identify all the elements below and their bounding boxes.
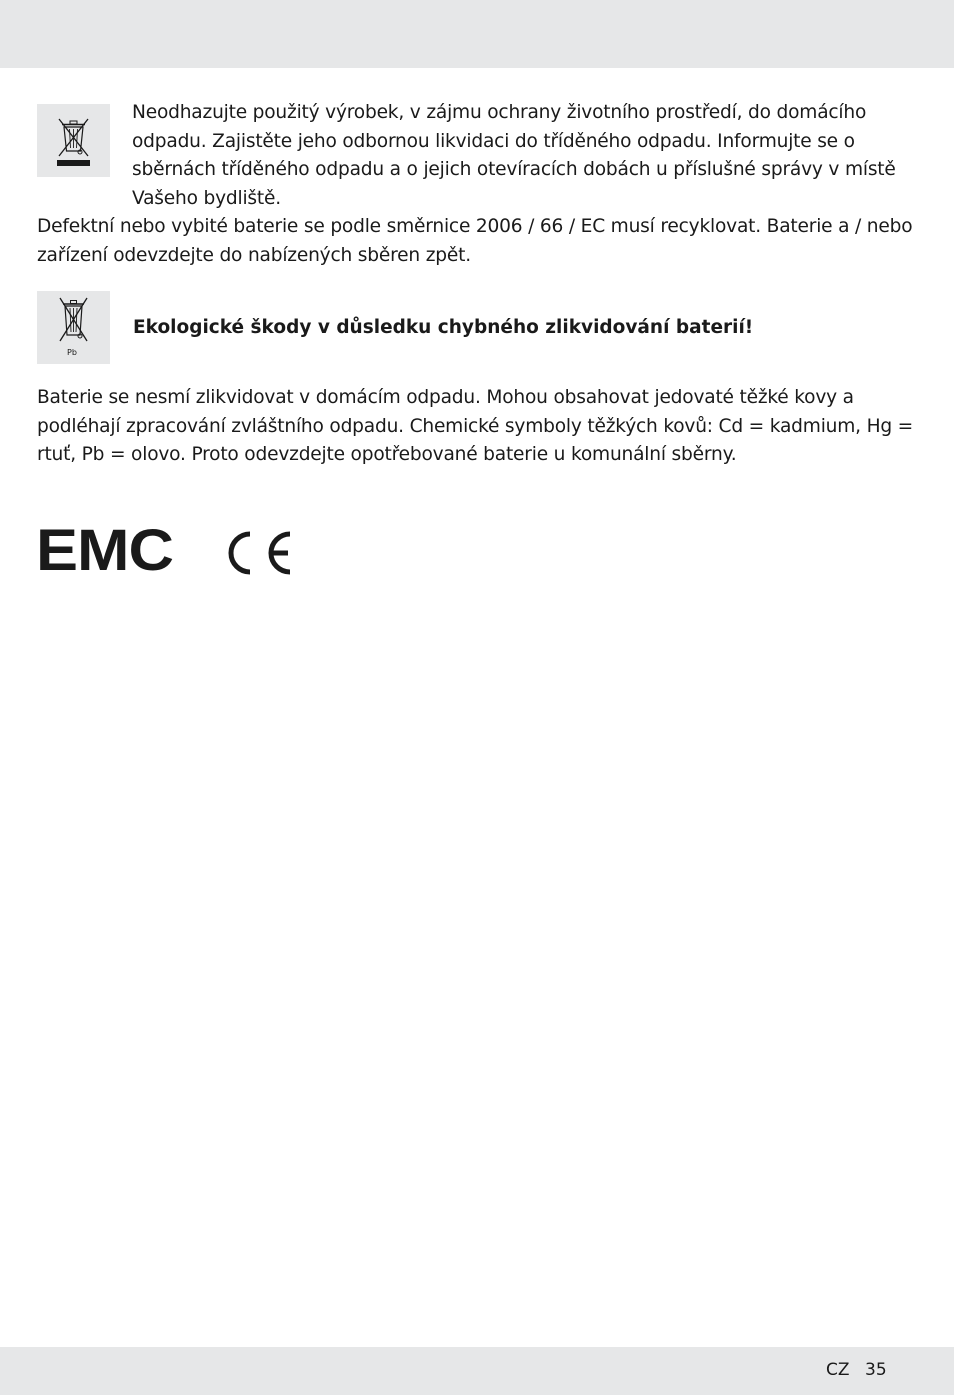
product-disposal-text: Neodhazujte použitý výrobek, v zájmu ochrany životního prostředí, do domácího odpadu. Zajistěte jeho odbornou likvidaci do tříděného odpadu. Informujte se o sběrnách tříděného odpadu a o jejich otevíracích dobách u příslušné správy v místě Vašeho bydliště. — [132, 102, 896, 209]
weee-bin-icon — [37, 104, 110, 177]
emc-logo: EMC — [36, 518, 173, 584]
header-band — [0, 0, 954, 68]
heavy-metals-text: Baterie se nesmí zlikvidovat v domácím odpadu. Mohou obsahovat jedovaté těžké kovy a podléhají zpracování zvláštního odpadu. Chemické symboly těžkých kovů: Cd = kadmium, Hg = rtuť, Pb = olovo. Proto odevzdejte opotřebované baterie u komunální sběrny. — [37, 387, 914, 465]
ce-mark-icon — [226, 530, 294, 580]
footer-band — [0, 1347, 954, 1395]
battery-directive-text: Defektní nebo vybité baterie se podle směrnice 2006 / 66 / EC musí recyklovat. Baterie a / nebo zařízení odevzdejte do nabízených sběren zpět. — [37, 216, 913, 266]
battery-icon-pb-label: Pb — [67, 348, 77, 357]
footer-language: CZ — [826, 1360, 850, 1380]
battery-warning-heading: Ekologické škody v důsledku chybného zlikvidování baterií! — [133, 317, 754, 338]
page-number: 35 — [865, 1360, 887, 1380]
